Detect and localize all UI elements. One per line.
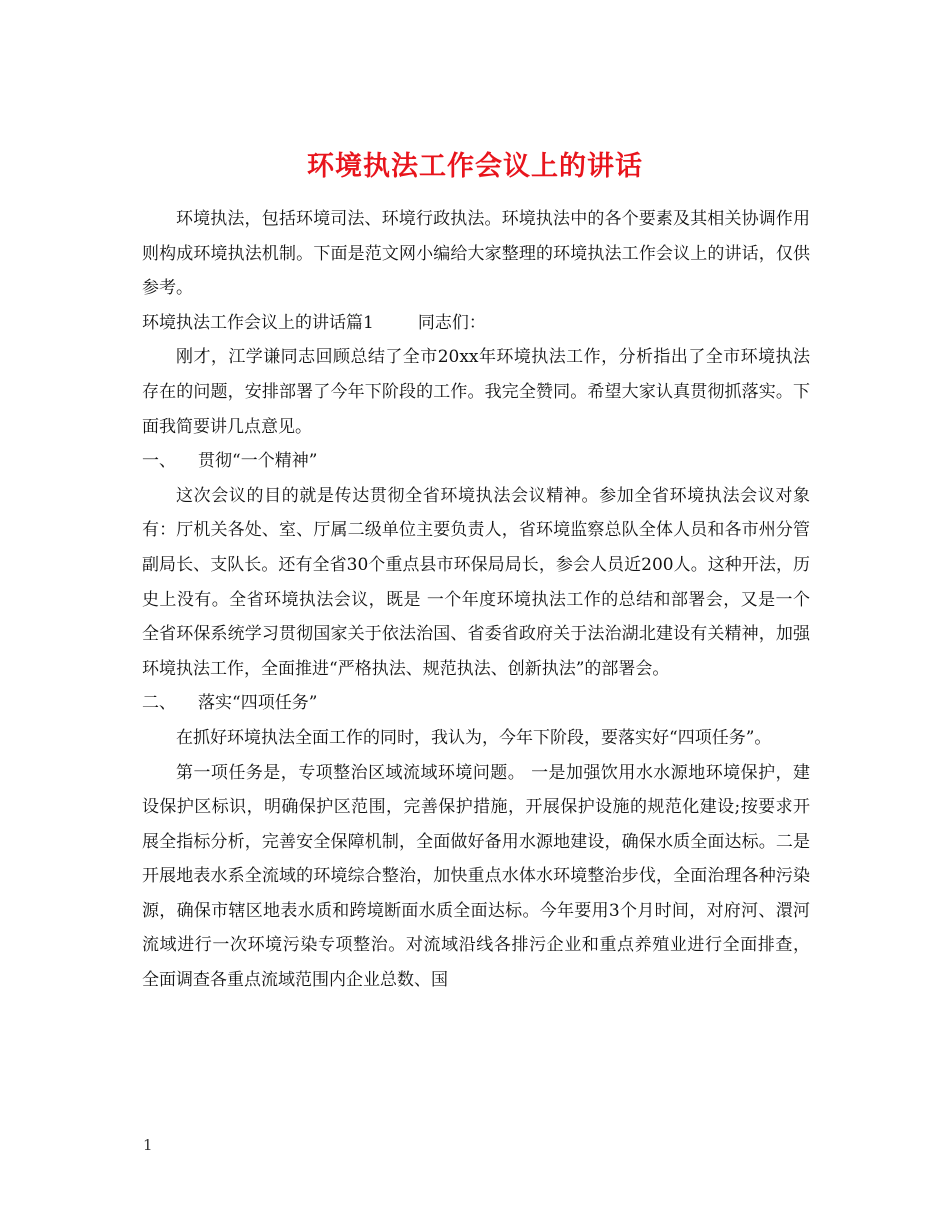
speech-heading-line bbox=[142, 306, 810, 341]
intro-paragraph: 环境执法，包括环境司法、环境行政执法。环境执法中的各个要素及其相关协调作用则构成环境执法机制。下面是范文网小编给大家整理的环境执法工作会议上的讲话，仅供参考。 bbox=[142, 209, 810, 299]
paragraph-meeting: 这次会议的目的就是传达贯彻全省环境执法会议精神。参加全省环境执法会议对象有：厅机关各处、室、厅属二级单位主要负责人，省环境监察总队全体人员和各市州分管副局长、支队长。还有全省30个重点县市环保局局长，参会人员近200人。这种开法，历史上没有。全省环境执法会议，既是 一个年度环境执法工作的总结和部署会，又是一个全省环保系统学习贯彻国家关于依法治国、省委省政府关于法治湖北建设有关精神，加强环境执法工作，全面推进“严格执法、规范执法、创新执法”的部署会。 bbox=[142, 485, 810, 679]
paragraph-task-one: 第一项任务是，专项整治区域流域环境问题。 一是加强饮用水水源地环境保护，建设保护区标识，明确保护区范围，完善保护措施，开展保护设施的规范化建设;按要求开展全指标分析，完善安全保障机制，全面做好备用水源地建设，确保水质全面达标。二是开展地表水系全流域的环境综合整治，加快重点水体水环境整治步伐，全面治理各种污染源，确保市辖区地表水质和跨境断面水质全面达标。今年要用3个月时间，对府河、澴河流域进行一次环境污染专项整治。对流域沿线各排污企业和重点养殖业进行全面排查， 全面调查各重点流域范围内企业总数、国 bbox=[142, 762, 810, 991]
section-number-2: 二、 bbox=[142, 693, 176, 714]
speech-heading: 环境执法工作会议上的讲话篇1 bbox=[142, 312, 374, 333]
section-heading-2 bbox=[142, 686, 810, 721]
document-title: 环境执法工作会议上的讲话 bbox=[307, 151, 643, 183]
document-body bbox=[142, 202, 810, 998]
section-title-2: 落实“四项任务” bbox=[198, 693, 318, 714]
section-title-1: 贯彻“一个精神” bbox=[198, 451, 318, 472]
salutation: 同志们： bbox=[417, 312, 486, 333]
section-number-1: 一、 bbox=[142, 451, 176, 472]
paragraph-tasks-intro: 在抓好环境执法全面工作的同时，我认为，今年下阶段，要落实好“四项任务”。 bbox=[176, 727, 772, 748]
paragraph-opening: 刚才，江学谦同志回顾总结了全市20xx年环境执法工作，分析指出了全市环境执法存在的问题，安排部署了今年下阶段的工作。我完全赞同。希望大家认真贯彻抓落实。下面我简要讲几点意见。 bbox=[142, 347, 810, 437]
section-heading-1 bbox=[142, 444, 810, 479]
page-number: 1 bbox=[143, 1136, 153, 1154]
